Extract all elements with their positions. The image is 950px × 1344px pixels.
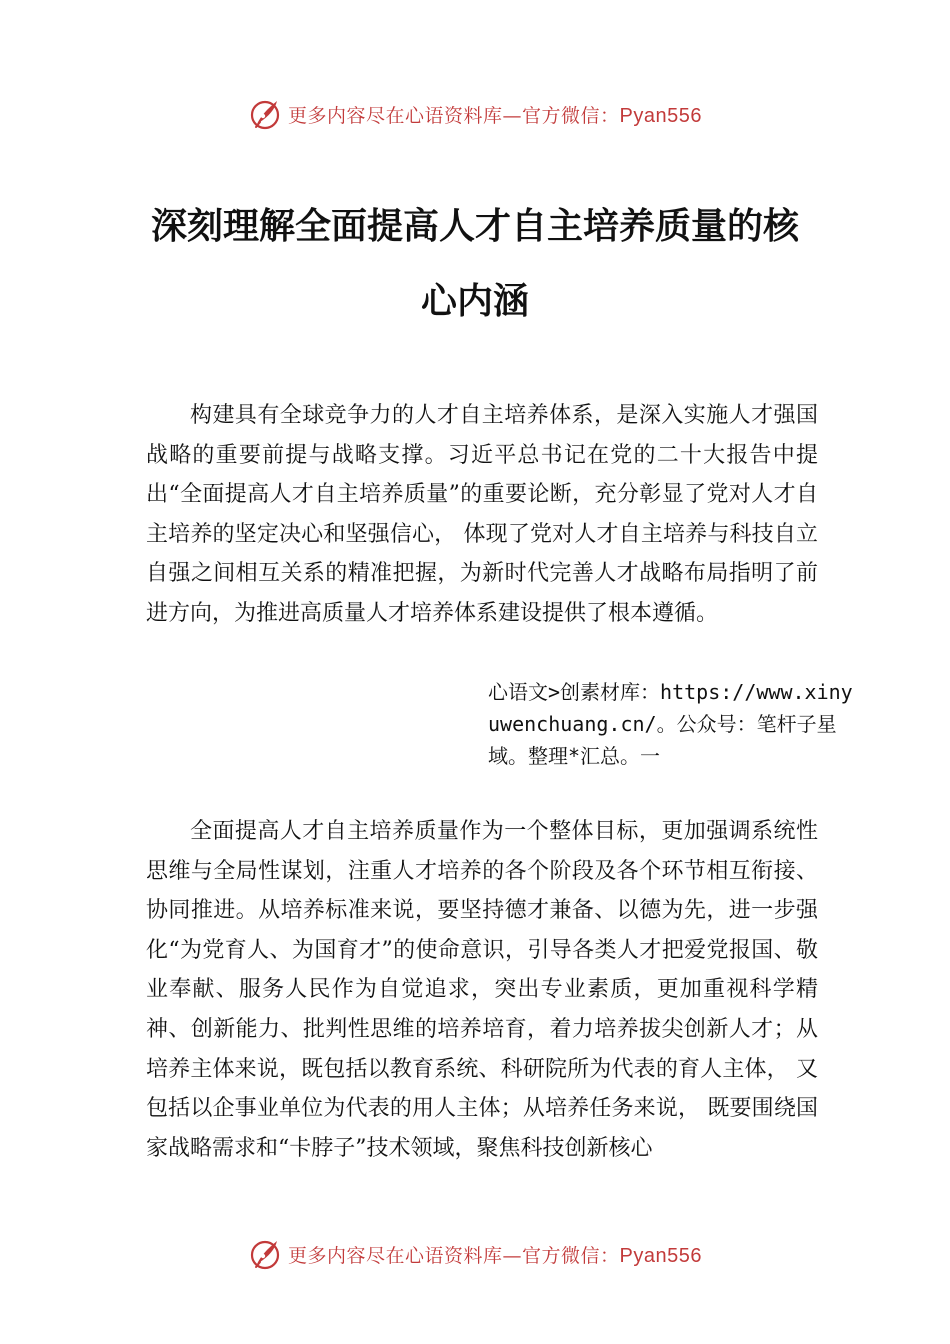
quill-pen-logo-icon	[248, 97, 282, 131]
banner-text	[288, 1241, 702, 1268]
document-title-line-2: 心内涵	[420, 280, 529, 322]
source-note: 心语文>创素材库：https://www.xinyuwenchuang.cn/。公众号：笔杆子星域。整理*汇总。一	[488, 680, 853, 768]
footer-banner	[0, 1232, 950, 1276]
document-title-line-1: 深刻理解全面提高人才自主培养质量的核	[150, 205, 799, 247]
wechat-handle: Pyan556	[619, 104, 702, 127]
wechat-handle: Pyan556	[619, 1244, 702, 1267]
banner-label: 更多内容尽在心语资料库—官方微信：	[288, 1244, 620, 1267]
body-paragraph-2: 全面提高人才自主培养质量作为一个整体目标，更加强调系统性思维与全局性谋划，注重人才培养的各个阶段及各个环节相互衔接、协同推进。从培养标准来说，要坚持德才兼备、以德为先，进一步强化“为党育人、为国育才”的使命意识，引导各类人才把爱党报国、敬业奉献、服务人民作为自觉追求，突出专业素质，更加重视科学精神、创新能力、批判性思维的培养培育，着力培养拔尖创新人才；从培养主体来说，既包括以教育系统、科研院所为代表的育人主体， 又包括以企事业单位为代表的用人主体；从培养任务来说， 既要围绕国家战略需求和“卡脖子”技术领域，聚焦科技创新核心	[146, 819, 818, 1161]
header-banner	[0, 92, 950, 136]
quill-pen-logo-icon	[248, 1237, 282, 1271]
banner-text	[288, 101, 702, 128]
banner-label: 更多内容尽在心语资料库—官方微信：	[288, 104, 620, 127]
body-paragraph-1: 构建具有全球竞争力的人才自主培养体系，是深入实施人才强国战略的重要前提与战略支撑。习近平总书记在党的二十大报告中提出“全面提高人才自主培养质量”的重要论断，充分彰显了党对人才自主培养的坚定决心和坚强信心， 体现了党对人才自主培养与科技自立自强之间相互关系的精准把握，为新时代完善人才战略布局指明了前进方向，为推进高质量人才培养体系建设提供了根本遵循。	[146, 403, 818, 626]
